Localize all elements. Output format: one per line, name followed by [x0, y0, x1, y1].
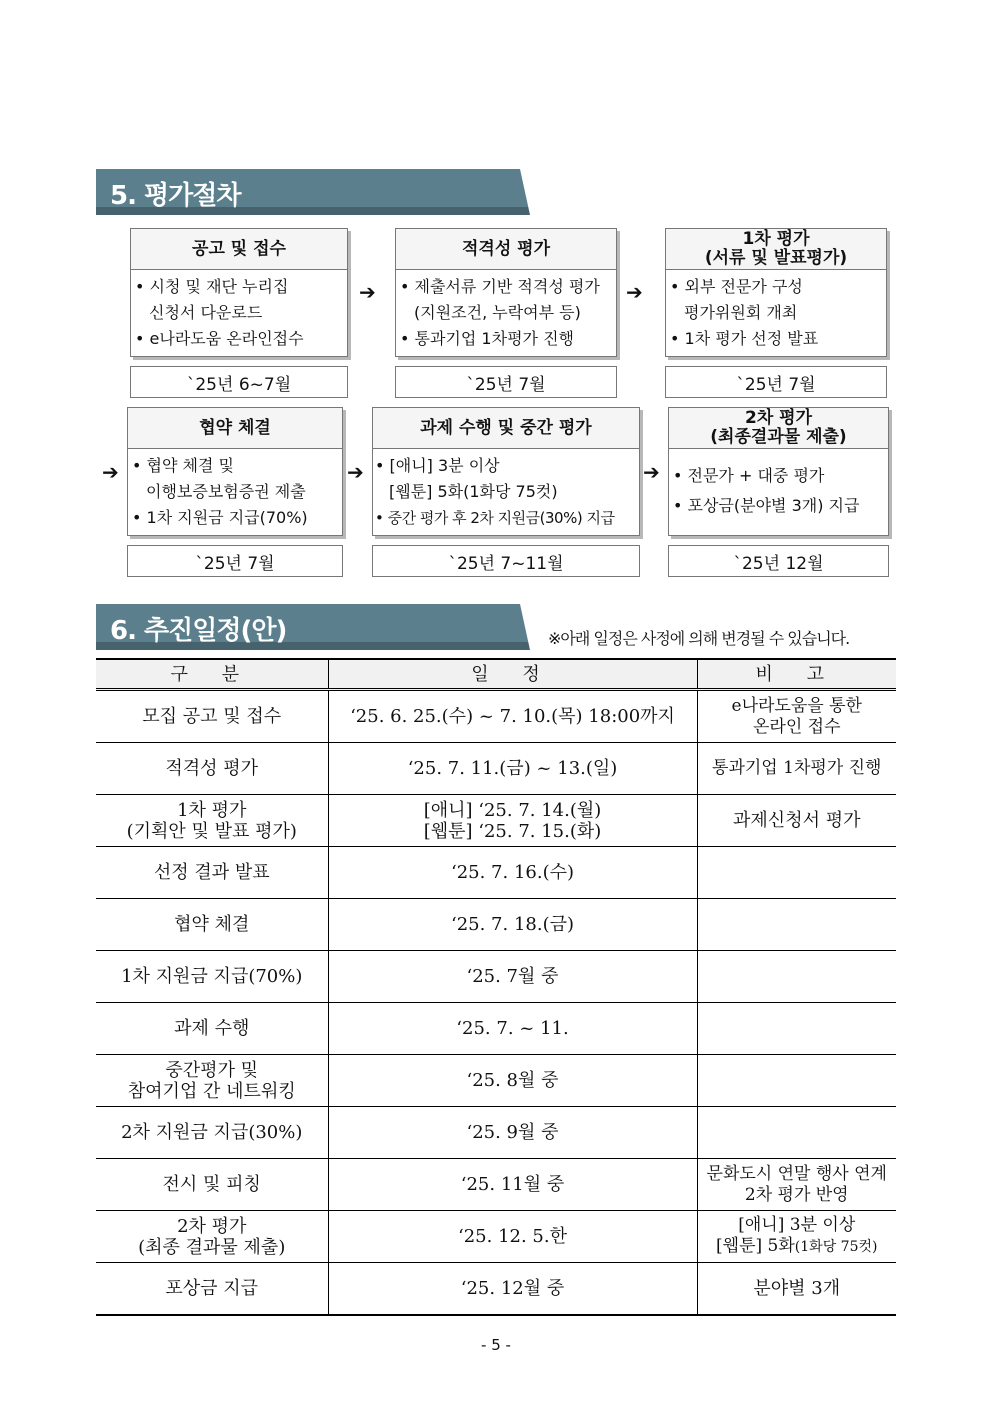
table-row	[96, 1263, 896, 1316]
step-title: 1차 평가 (서류 및 발표평가)	[666, 229, 886, 270]
arrow-right-icon: ➔	[359, 280, 376, 304]
step-box-second-eval	[668, 407, 889, 536]
step-item: 평가위원회 개최	[684, 303, 798, 322]
arrow-right-icon: ➔	[626, 280, 643, 304]
task-cell	[96, 1211, 328, 1263]
step-title: 적격성 평가	[396, 229, 616, 270]
page-number: - 5 -	[481, 1336, 511, 1354]
step-item: • 전문가 + 대중 평가	[673, 466, 825, 485]
task-cell-text: 1차 지원금 지급(70%)	[121, 966, 303, 987]
task-cell	[96, 951, 328, 1003]
step-date: `25년 7~11월	[372, 545, 640, 577]
step-box-eligibility	[395, 228, 617, 357]
schedule-table	[96, 658, 896, 1316]
task-cell	[96, 1159, 328, 1211]
table-row	[96, 1211, 896, 1263]
schedule-cell-text: ‘25. 12. 5.한	[458, 1226, 567, 1247]
step-item: • e나라도움 온라인접수	[135, 329, 304, 348]
step-date: `25년 7월	[665, 366, 887, 398]
step-title: 과제 수행 및 중간 평가	[373, 408, 639, 449]
step-box-execution	[372, 407, 640, 536]
remark-cell	[697, 743, 896, 795]
arrow-right-icon: ➔	[102, 460, 119, 484]
header-category: 구 분	[96, 659, 328, 690]
schedule-cell	[328, 1211, 697, 1263]
step-box-announce	[130, 228, 348, 357]
step-title: 협약 체결	[128, 408, 342, 449]
arrow-right-icon: ➔	[347, 460, 364, 484]
schedule-cell	[328, 1003, 697, 1055]
task-cell	[96, 847, 328, 899]
remark-cell	[697, 951, 896, 1003]
step-item: • [애니] 3분 이상	[375, 456, 500, 475]
task-cell-text: 2차 지원금 지급(30%)	[121, 1122, 303, 1143]
step-item: • 외부 전문가 구성	[670, 277, 803, 296]
schedule-cell-text: [애니] ‘25. 7. 14.(월) [웹툰] ‘25. 7. 15.(화)	[423, 799, 602, 842]
remark-cell-text: 분야별 3개	[753, 1278, 841, 1299]
schedule-cell-text: ‘25. 7. 18.(금)	[450, 914, 575, 935]
step-title: 공고 및 접수	[131, 229, 347, 270]
table-row	[96, 1003, 896, 1055]
section5-title: 5. 평가절차	[110, 181, 241, 211]
task-cell-text: 포상금 지급	[165, 1278, 259, 1299]
step-item: • 시청 및 재단 누리집	[135, 277, 289, 296]
schedule-cell	[328, 1107, 697, 1159]
remark-cell	[697, 795, 896, 847]
task-cell-text: 2차 평가 (최종 결과물 제출)	[138, 1215, 286, 1258]
schedule-cell-text: ‘25. 7월 중	[466, 966, 559, 987]
remark-cell	[697, 1211, 896, 1263]
task-cell	[96, 1055, 328, 1107]
schedule-cell	[328, 1159, 697, 1211]
task-cell	[96, 795, 328, 847]
table-row	[96, 743, 896, 795]
header-remark: 비 고	[697, 659, 896, 690]
schedule-cell-text: ‘25. 11월 중	[460, 1174, 565, 1195]
remark-cell	[697, 1263, 896, 1316]
task-cell	[96, 1003, 328, 1055]
step-item: [웹툰] 5화(1화당 75컷)	[389, 482, 558, 501]
remark-cell	[697, 1055, 896, 1107]
task-cell	[96, 899, 328, 951]
task-cell	[96, 690, 328, 743]
table-row	[96, 1055, 896, 1107]
remark-cell	[697, 1159, 896, 1211]
remark-cell-text: [애니] 3분 이상 [웹툰] 5화	[716, 1215, 856, 1256]
task-cell-text: 모집 공고 및 접수	[142, 706, 282, 727]
remark-cell	[697, 899, 896, 951]
section6-header	[96, 604, 530, 650]
step-item: • 1차 평가 선정 발표	[670, 329, 819, 348]
task-cell-text: 1차 평가 (기획안 및 발표 평가)	[126, 799, 297, 842]
schedule-cell-text: ‘25. 8월 중	[466, 1070, 559, 1091]
step-box-first-eval	[665, 228, 887, 357]
schedule-cell-text: ‘25. 7. 16.(수)	[450, 862, 575, 883]
remark-cell	[697, 847, 896, 899]
schedule-cell	[328, 899, 697, 951]
schedule-cell	[328, 795, 697, 847]
schedule-cell-text: ‘25. 7. ~ 11.	[456, 1018, 569, 1039]
task-cell	[96, 743, 328, 795]
remark-cell-text: e나라도움을 통한 온라인 접수	[731, 695, 862, 737]
schedule-cell-text: ‘25. 12월 중	[460, 1278, 565, 1299]
step-title: 2차 평가 (최종결과물 제출)	[669, 408, 888, 449]
schedule-cell	[328, 690, 697, 743]
step-date: `25년 7월	[127, 545, 343, 577]
step-item: • 제출서류 기반 적격성 평가	[400, 277, 600, 296]
step-item: (지원조건, 누락여부 등)	[414, 303, 581, 322]
schedule-cell-text: ‘25. 6. 25.(수) ~ 7. 10.(목) 18:00까지	[350, 706, 675, 727]
task-cell	[96, 1107, 328, 1159]
header-schedule: 일 정	[328, 659, 697, 690]
step-item: • 중간 평가 후 2차 지원금(30%) 지급	[375, 509, 615, 527]
schedule-cell-text: ‘25. 7. 11.(금) ~ 13.(일)	[407, 758, 618, 779]
arrow-right-icon: ➔	[643, 460, 660, 484]
task-cell-text: 협약 체결	[174, 914, 250, 935]
schedule-cell	[328, 743, 697, 795]
task-cell-text: 선정 결과 발표	[153, 862, 270, 883]
section6-title: 6. 추진일정(안)	[110, 616, 287, 646]
task-cell-text: 과제 수행	[174, 1018, 250, 1039]
step-item: • 포상금(분야별 3개) 지급	[673, 496, 860, 515]
remark-cell	[697, 1003, 896, 1055]
remark-cell-text: 과제신청서 평가	[733, 810, 861, 831]
step-item: • 협약 체결 및	[132, 456, 234, 475]
remark-small-text: (1화당 75컷)	[794, 1239, 878, 1255]
schedule-note: ※아래 일정은 사정에 의해 변경될 수 있습니다.	[548, 629, 850, 648]
remark-cell	[697, 1107, 896, 1159]
section5-header	[96, 169, 530, 215]
table-row	[96, 795, 896, 847]
schedule-cell	[328, 1055, 697, 1107]
table-header-row	[96, 659, 896, 690]
table-row	[96, 847, 896, 899]
step-date: `25년 6~7월	[130, 366, 348, 398]
step-date: `25년 12월	[668, 545, 889, 577]
schedule-cell	[328, 847, 697, 899]
step-date: `25년 7월	[395, 366, 617, 398]
table-row	[96, 951, 896, 1003]
remark-cell-text: 문화도시 연말 행사 연계 2차 평가 반영	[706, 1163, 887, 1205]
table-row	[96, 1107, 896, 1159]
table-row	[96, 899, 896, 951]
task-cell-text: 적격성 평가	[165, 758, 259, 779]
step-box-agreement	[127, 407, 343, 536]
remark-cell-text: 통과기업 1차평가 진행	[712, 758, 882, 778]
schedule-cell-text: ‘25. 9월 중	[466, 1122, 559, 1143]
step-item: 이행보증보험증권 제출	[146, 482, 306, 501]
step-item: 신청서 다운로드	[149, 303, 263, 322]
task-cell	[96, 1263, 328, 1316]
schedule-cell	[328, 1263, 697, 1316]
task-cell-text: 전시 및 피칭	[162, 1174, 261, 1195]
remark-cell	[697, 690, 896, 743]
task-cell-text: 중간평가 및 참여기업 간 네트워킹	[127, 1059, 296, 1102]
step-item: • 1차 지원금 지급(70%)	[132, 508, 308, 527]
table-row	[96, 1159, 896, 1211]
step-item: • 통과기업 1차평가 진행	[400, 329, 574, 348]
table-row	[96, 690, 896, 743]
schedule-cell	[328, 951, 697, 1003]
